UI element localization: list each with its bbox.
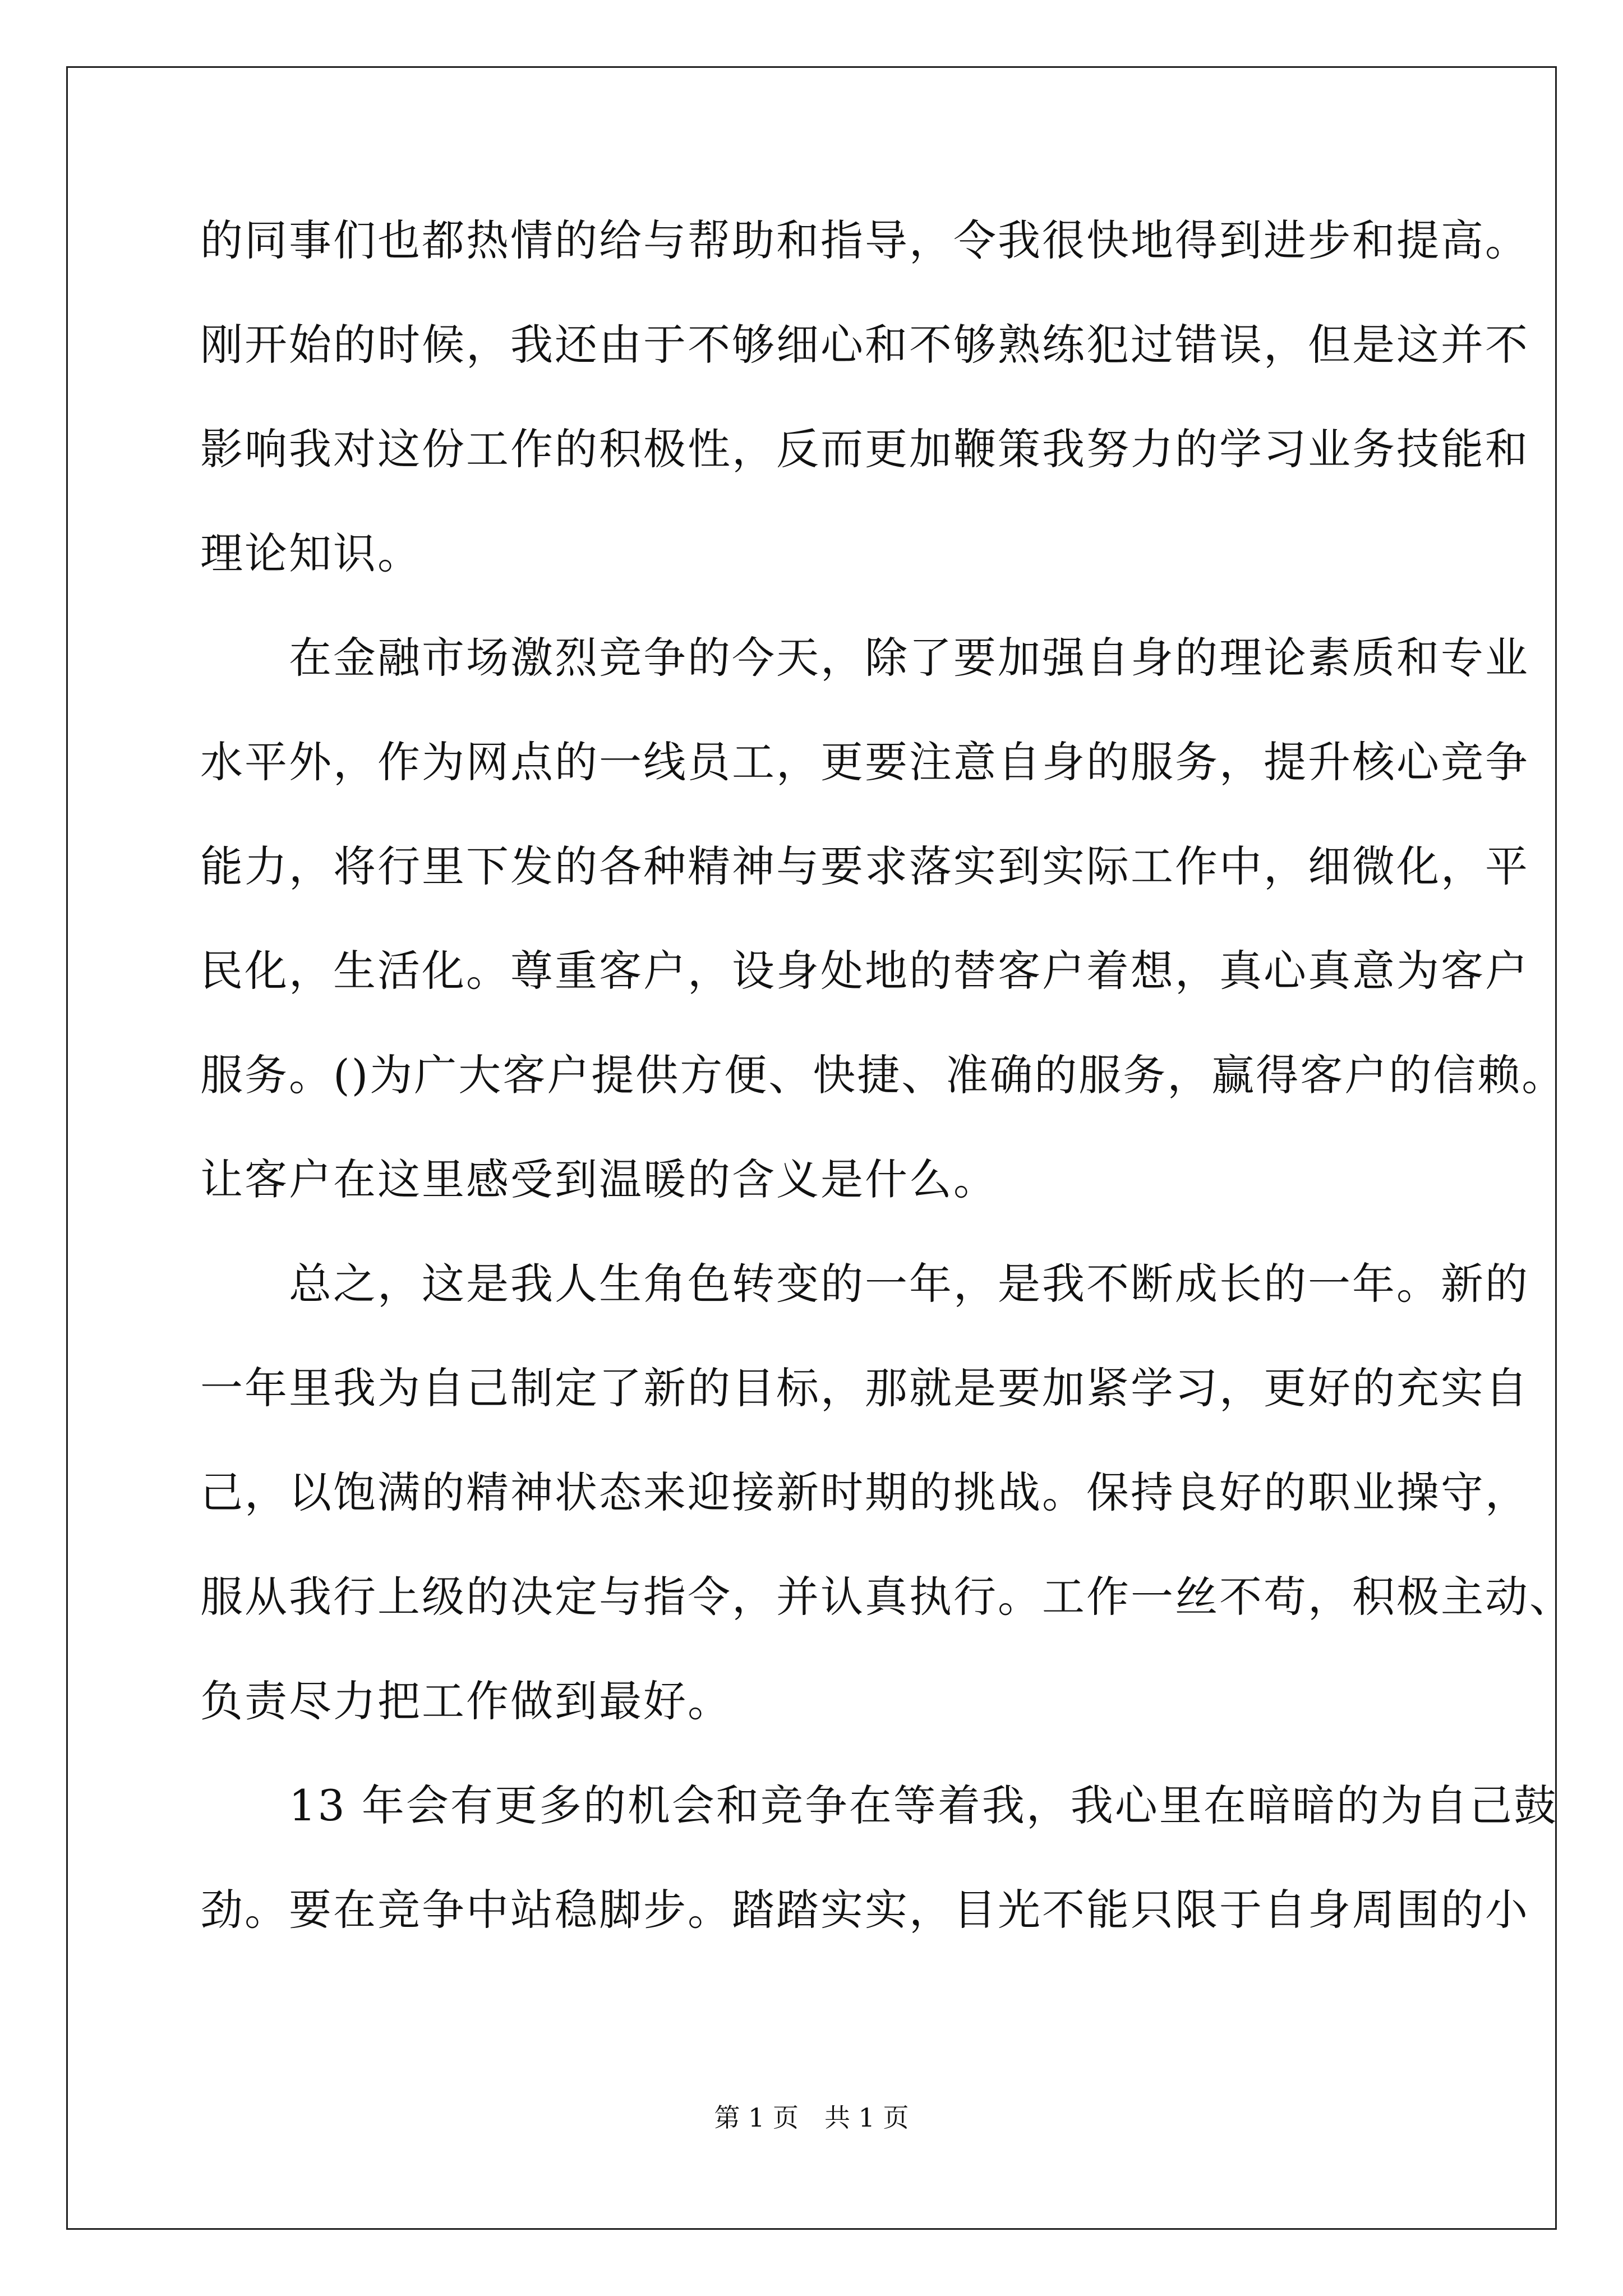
- text-line: 的同事们也都热情的给与帮助和指导，令我很快地得到进步和提高。: [200, 215, 1529, 265]
- text-line: 一年里我为自己制定了新的目标，那就是要加紧学习，更好的充实自: [200, 1363, 1529, 1413]
- text-line: 让客户在这里感受到温暖的含义是什么。: [200, 1154, 998, 1204]
- text-line: 在金融市场激烈竞争的今天，除了要加强自身的理论素质和专业: [200, 633, 1529, 683]
- text-line: 13 年会有更多的机会和竞争在等着我，我心里在暗暗的为自己鼓: [200, 1780, 1558, 1830]
- text-line: 总之，这是我人生角色转变的一年，是我不断成长的一年。新的: [200, 1259, 1529, 1309]
- text-line: 劲。要在竞争中站稳脚步。踏踏实实，目光不能只限于自身周围的小: [200, 1885, 1529, 1935]
- text-line: 己，以饱满的精神状态来迎接新时期的挑战。保持良好的职业操守，: [200, 1467, 1529, 1517]
- text-line: 刚开始的时候，我还由于不够细心和不够熟练犯过错误，但是这并不: [200, 320, 1529, 370]
- text-line: 能力，将行里下发的各种精神与要求落实到实际工作中，细微化，平: [200, 841, 1529, 891]
- text-line: 影响我对这份工作的积极性，反而更加鞭策我努力的学习业务技能和: [200, 424, 1529, 474]
- text-line: 理论知识。: [200, 528, 422, 578]
- text-line: 服务。()为广大客户提供方便、快捷、准确的服务，赢得客户的信赖。: [200, 1050, 1566, 1100]
- document-body: [200, 188, 1574, 1962]
- text-line: 民化，生活化。尊重客户，设身处地的替客户着想，真心真意为客户: [200, 946, 1529, 996]
- page-footer: 第 1 页 共 1 页: [714, 2102, 909, 2133]
- text-line: 水平外，作为网点的一线员工，更要注意自身的服务，提升核心竞争: [200, 737, 1529, 787]
- text-line: 负责尽力把工作做到最好。: [200, 1676, 732, 1726]
- text-line: 服从我行上级的决定与指令，并认真执行。工作一丝不苟，积极主动、: [200, 1572, 1574, 1622]
